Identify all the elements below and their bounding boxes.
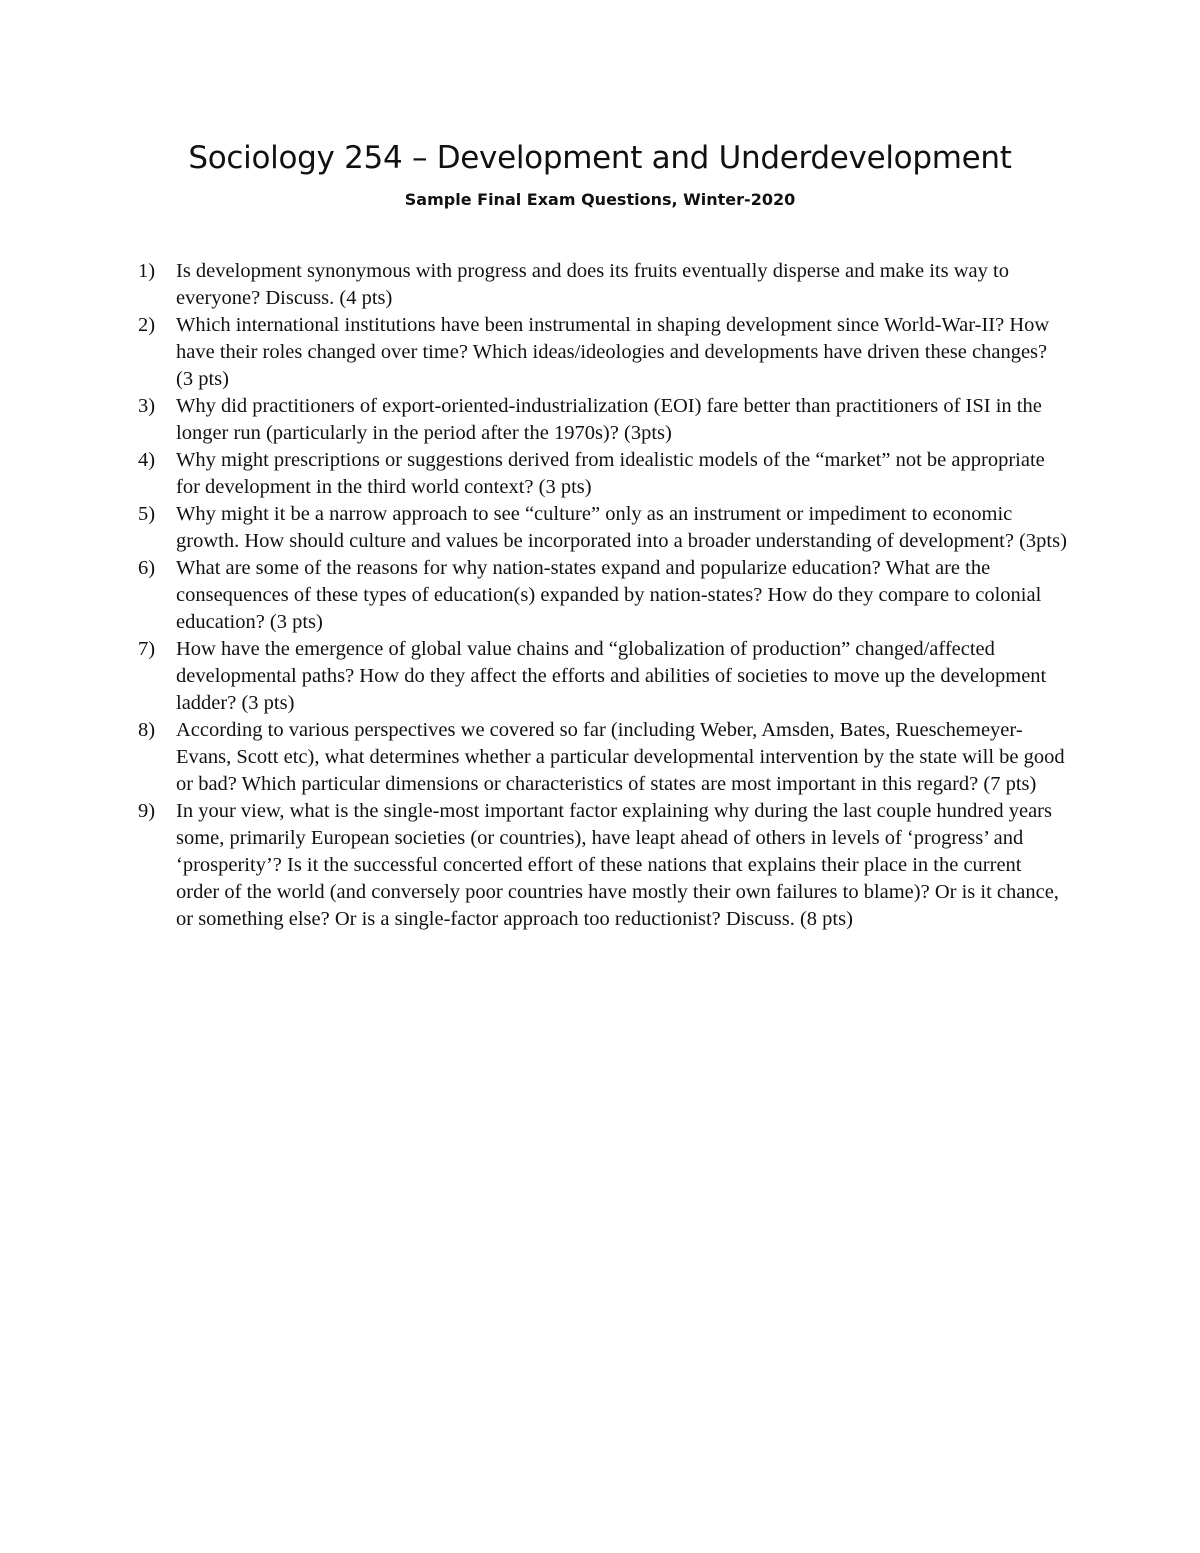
- question-item: [138, 636, 1068, 717]
- question-item: [138, 555, 1068, 636]
- question-text: In your view, what is the single-most important factor explaining why during the last couple hundred years some, primarily European societies (or countries), have leapt ahead of others in levels of ‘progress’ and ‘prosperity’? Is it the successful concerted effort of these nations that explains their place in the current order of the world (and conversely poor countries have mostly their own failures to blame)? Or is it chance, or something else? Or is a single-factor approach too reductionist? Discuss. (8 pts): [176, 800, 1059, 930]
- question-list: [138, 258, 1068, 933]
- question-text: How have the emergence of global value chains and “globalization of production” changed/affected developmental paths? How do they affect the efforts and abilities of societies to move up the development ladder? (3 pts): [176, 638, 1047, 714]
- question-number: 2): [138, 314, 156, 336]
- question-item: [138, 258, 1068, 312]
- question-item: [138, 393, 1068, 447]
- question-item: [138, 798, 1068, 933]
- question-text: What are some of the reasons for why nation-states expand and popularize education? What are the consequences of these types of education(s) expanded by nation-states? How do they compare to colonial education? (3 pts): [176, 557, 1042, 633]
- question-number: 8): [138, 719, 156, 741]
- question-text: Why might it be a narrow approach to see “culture” only as an instrument or impediment to economic growth. How should culture and values be incorporated into a broader understanding of development? (3pts): [176, 503, 1067, 552]
- question-text: According to various perspectives we covered so far (including Weber, Amsden, Bates, Rueschemeyer-Evans, Scott etc), what determines whether a particular developmental intervention by the state will be good or bad? Which particular dimensions or characteristics of states are most important in this regard? (7 pts): [176, 719, 1065, 795]
- question-number: 1): [138, 260, 156, 282]
- question-number: 4): [138, 449, 156, 471]
- question-number: 7): [138, 638, 156, 660]
- question-item: [138, 312, 1068, 393]
- question-item: [138, 447, 1068, 501]
- question-item: [138, 501, 1068, 555]
- question-number: 3): [138, 395, 156, 417]
- question-number: 6): [138, 557, 156, 579]
- question-text: Which international institutions have been instrumental in shaping development since World-War-II? How have their roles changed over time? Which ideas/ideologies and developments have driven these changes? (3 pts): [176, 314, 1050, 390]
- document-title: Sociology 254 – Development and Underdevelopment: [188, 140, 1012, 176]
- question-text: Why did practitioners of export-oriented-industrialization (EOI) fare better than practitioners of ISI in the longer run (particularly in the period after the 1970s)? (3pts): [176, 395, 1042, 444]
- question-text: Why might prescriptions or suggestions derived from idealistic models of the “market” not be appropriate for development in the third world context? (3 pts): [176, 449, 1045, 498]
- question-text: Is development synonymous with progress and does its fruits eventually disperse and make its way to everyone? Discuss. (4 pts): [176, 260, 1009, 309]
- document-subtitle: Sample Final Exam Questions, Winter-2020: [404, 190, 796, 209]
- question-number: 9): [138, 800, 156, 822]
- question-item: [138, 717, 1068, 798]
- question-number: 5): [138, 503, 156, 525]
